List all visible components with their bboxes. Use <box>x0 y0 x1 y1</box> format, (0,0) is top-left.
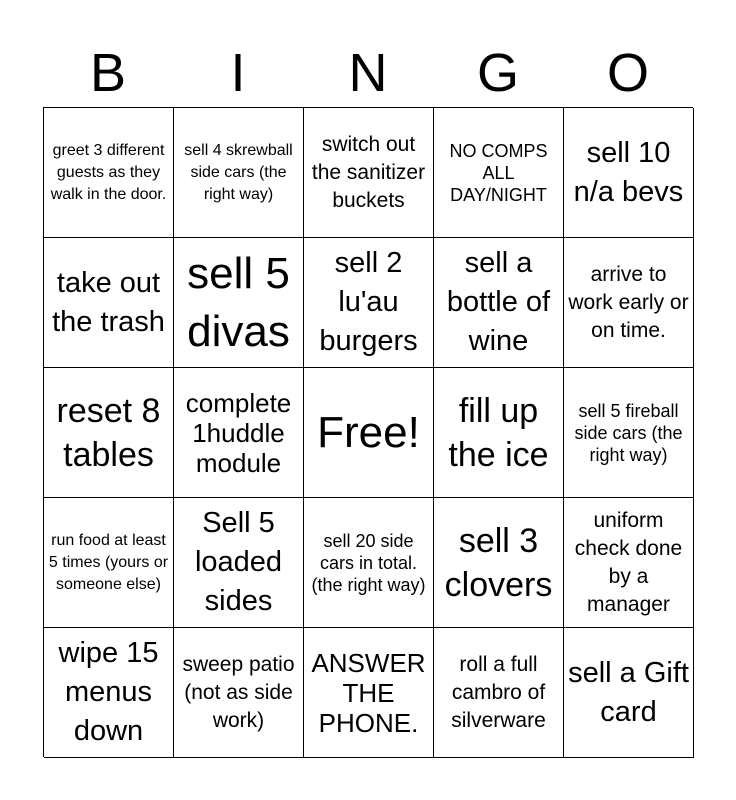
bingo-cell[interactable] <box>564 238 694 368</box>
bingo-cell[interactable] <box>564 498 694 628</box>
bingo-cell[interactable] <box>304 238 434 368</box>
header-letter-g: G <box>476 43 519 103</box>
bingo-cell[interactable] <box>434 368 564 498</box>
cell-text: greet 3 different guests as they walk in the door. <box>50 141 167 203</box>
bingo-cell[interactable] <box>44 368 174 498</box>
cell-text: wipe 15 menus down <box>58 637 159 747</box>
cell-text: sell 10 n/a bevs <box>573 136 684 208</box>
bingo-cell[interactable] <box>44 498 174 628</box>
cell-text: ANSWER THE PHONE. <box>311 647 426 738</box>
cell-text: switch out the sanitizer buckets <box>311 132 426 212</box>
cell-text: take out the trash <box>52 266 165 338</box>
cell-text: sell 3 clovers <box>444 521 553 604</box>
bingo-cell[interactable] <box>304 628 434 758</box>
bingo-cell[interactable] <box>174 628 304 758</box>
cell-text: sweep patio (not as side work) <box>182 652 295 732</box>
bingo-header <box>43 40 693 106</box>
cell-text: uniform check done by a manager <box>574 508 683 616</box>
bingo-cell[interactable] <box>434 498 564 628</box>
cell-text: NO COMPS ALL DAY/NIGHT <box>449 140 548 205</box>
cell-text: sell a bottle of wine <box>446 247 551 357</box>
bingo-cell[interactable] <box>434 238 564 368</box>
cell-text: sell 20 side cars in total. (the right way) <box>311 530 426 595</box>
cell-text: sell 4 skrewball side cars (the right way) <box>184 141 293 203</box>
bingo-cell[interactable] <box>174 108 304 238</box>
cell-text: sell 5 fireball side cars (the right way) <box>574 400 683 465</box>
bingo-cell[interactable] <box>564 628 694 758</box>
bingo-cell[interactable] <box>44 238 174 368</box>
header-letter-b: B <box>89 43 127 103</box>
cell-text: sell 5 divas <box>187 248 290 356</box>
header-letter-o: O <box>606 43 649 103</box>
bingo-cell[interactable] <box>434 108 564 238</box>
cell-text: run food at least 5 times (yours or someone else) <box>48 531 169 593</box>
cell-text: fill up the ice <box>448 391 549 474</box>
bingo-cell[interactable] <box>44 628 174 758</box>
free-space-text: Free! <box>317 407 420 457</box>
cell-text: reset 8 tables <box>56 391 161 474</box>
cell-text: Sell 5 loaded sides <box>194 507 283 617</box>
cell-text: sell 2 lu'au burgers <box>319 247 418 357</box>
bingo-cell[interactable] <box>564 108 694 238</box>
bingo-cell[interactable] <box>174 238 304 368</box>
bingo-cell[interactable] <box>304 108 434 238</box>
bingo-cell[interactable] <box>564 368 694 498</box>
bingo-cell[interactable] <box>434 628 564 758</box>
cell-text: arrive to work early or on time. <box>568 262 689 342</box>
header-letter-n: N <box>348 43 388 103</box>
bingo-grid <box>43 107 693 757</box>
bingo-cell[interactable] <box>304 498 434 628</box>
bingo-cell[interactable] <box>44 108 174 238</box>
cell-text: complete 1huddle module <box>185 387 292 478</box>
cell-text: sell a Gift card <box>568 656 689 728</box>
free-space-cell[interactable] <box>304 368 434 498</box>
cell-text: roll a full cambro of silverware <box>451 652 546 732</box>
bingo-cell[interactable] <box>174 368 304 498</box>
header-letter-i: I <box>230 43 246 103</box>
bingo-cell[interactable] <box>174 498 304 628</box>
